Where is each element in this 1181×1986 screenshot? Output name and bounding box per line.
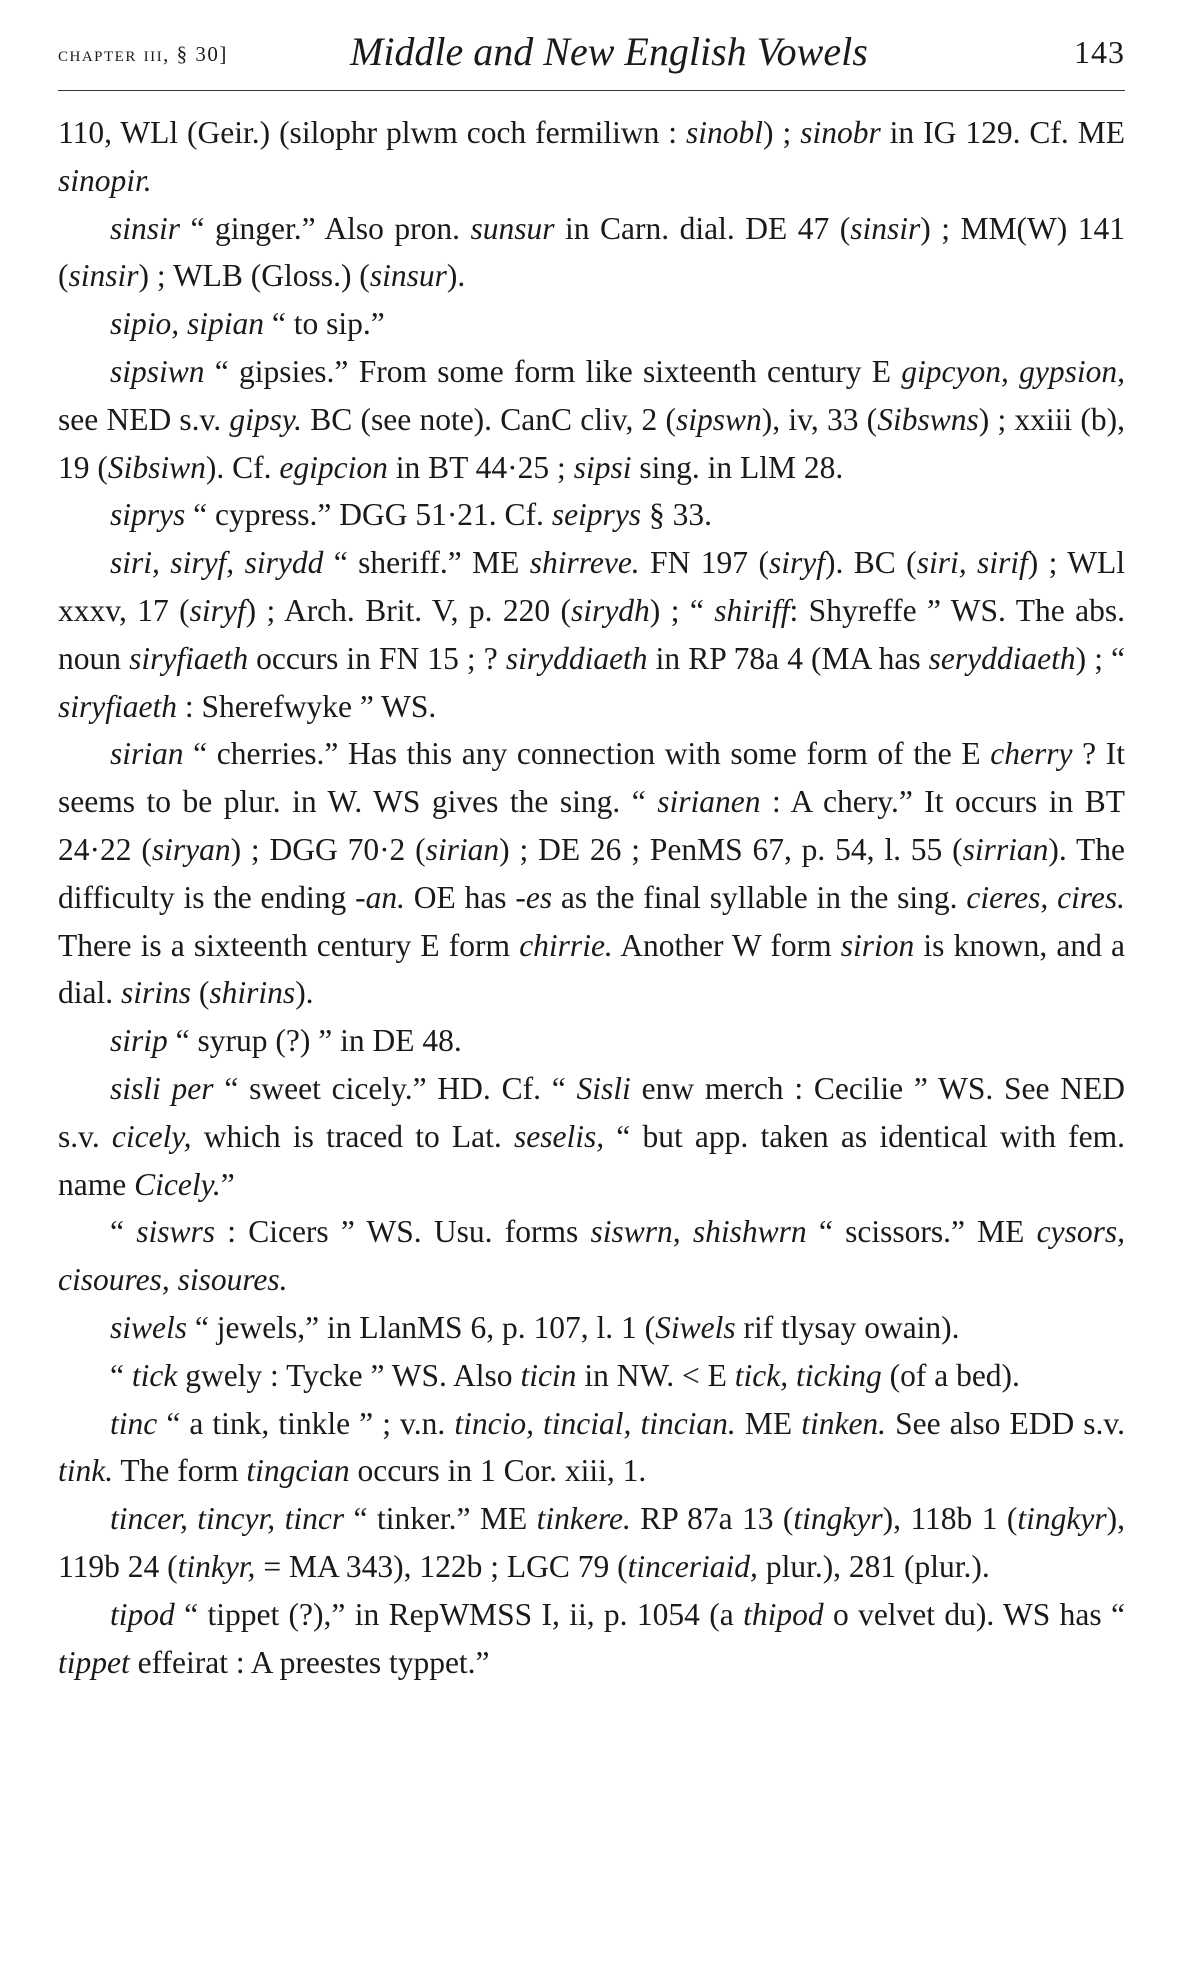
page-number: 143 <box>1074 34 1125 70</box>
page-body <box>58 109 1125 1686</box>
dictionary-entry: tipod “ tippet (?),” in RepWMSS I, ii, p. 1054 (a thipod o velvet du). WS has “ tippet effeirat : A preestes typpet.” <box>58 1596 1125 1680</box>
dictionary-entry: sirip “ syrup (?) ” in DE 48. <box>110 1023 462 1059</box>
dictionary-entry: tinc “ a tink, tinkle ” ; v.n. tincio, tincial, tincian. ME tinken. See also EDD s.v. tink. The form tingcian occurs in 1 Cor. xiii, 1. <box>58 1405 1125 1489</box>
dictionary-entry: siwels “ jewels,” in LlanMS 6, p. 107, l. 1 (Siwels rif tlysay owain). <box>110 1309 960 1345</box>
dictionary-entry: sipsiwn “ gipsies.” From some form like sixteenth century E gipcyon, gypsion, see NED s.v. gipsy. BC (see note). CanC cliv, 2 (sipswn), iv, 33 (Sibswns) ; xxiii (b), 19 (Sibsiwn). Cf. egipcion in BT 44·25 ; sipsi sing. in LlM 28. <box>58 353 1126 485</box>
page <box>58 28 1125 1686</box>
running-header <box>58 28 1125 91</box>
continued-entry: 110, WLl (Geir.) (silophr plwm coch fermiliwn : sinobl) ; sinobr in IG 129. Cf. ME sinopir. <box>58 115 1125 198</box>
dictionary-entry: tincer, tincyr, tincr “ tinker.” ME tinkere. RP 87a 13 (tingkyr), 118b 1 (tingkyr), 119b 24 (tinkyr, = MA 343), 122b ; LGC 79 (tinceriaid, plur.), 281 (plur.). <box>58 1501 1126 1584</box>
dictionary-entry: “ tick gwely : Tycke ” WS. Also ticin in NW. < E tick, ticking (of a bed). <box>110 1357 1020 1393</box>
running-title: Middle and New English Vowels <box>350 29 868 74</box>
dictionary-entry: sinsir “ ginger.” Also pron. sunsur in Carn. dial. DE 47 (sinsir) ; MM(W) 141 (sinsir) ; WLB (Gloss.) (sinsur). <box>58 210 1125 294</box>
dictionary-entry: sipio, sipian “ to sip.” <box>110 306 385 342</box>
dictionary-entry: “ siswrs : Cicers ” WS. Usu. forms siswrn, shishwrn “ scissors.” ME cysors, cisoures, sisoures. <box>58 1214 1126 1298</box>
dictionary-entry: sirian “ cherries.” Has this any connection with some form of the E cherry ? It seems to be plur. in W. WS gives the sing. “ sirianen : A chery.” It occurs in BT 24·22 (siryan) ; DGG 70·2 (sirian) ; DE 26 ; PenMS 67, p. 54, l. 55 (sirrian). The difficulty is the ending -an. OE has -es as the final syllable in the sing. cieres, cires. There is a sixteenth century E form chirrie. Another W form sirion is known, and a dial. sirins (shirins). <box>58 736 1126 1011</box>
chapter-reference: chapter iii, § 30] <box>58 42 228 66</box>
dictionary-entry: siprys “ cypress.” DGG 51·21. Cf. seiprys § 33. <box>110 497 712 533</box>
dictionary-entry: sisli per “ sweet cicely.” HD. Cf. “ Sisli enw merch : Cecilie ” WS. See NED s.v. cicely, which is traced to Lat. seselis, “ but app. taken as identical with fem. name Cicely.” <box>58 1070 1126 1202</box>
dictionary-entry: siri, siryf, sirydd “ sheriff.” ME shirreve. FN 197 (siryf). BC (siri, sirif) ; WLl xxxv, 17 (siryf) ; Arch. Brit. V, p. 220 (sirydh) ; “ shiriff: Shyreffe ” WS. The abs. noun siryfiaeth occurs in FN 15 ; ? siryddiaeth in RP 78a 4 (MA has seryddiaeth) ; “ siryfiaeth : Sherefwyke ” WS. <box>58 545 1126 724</box>
